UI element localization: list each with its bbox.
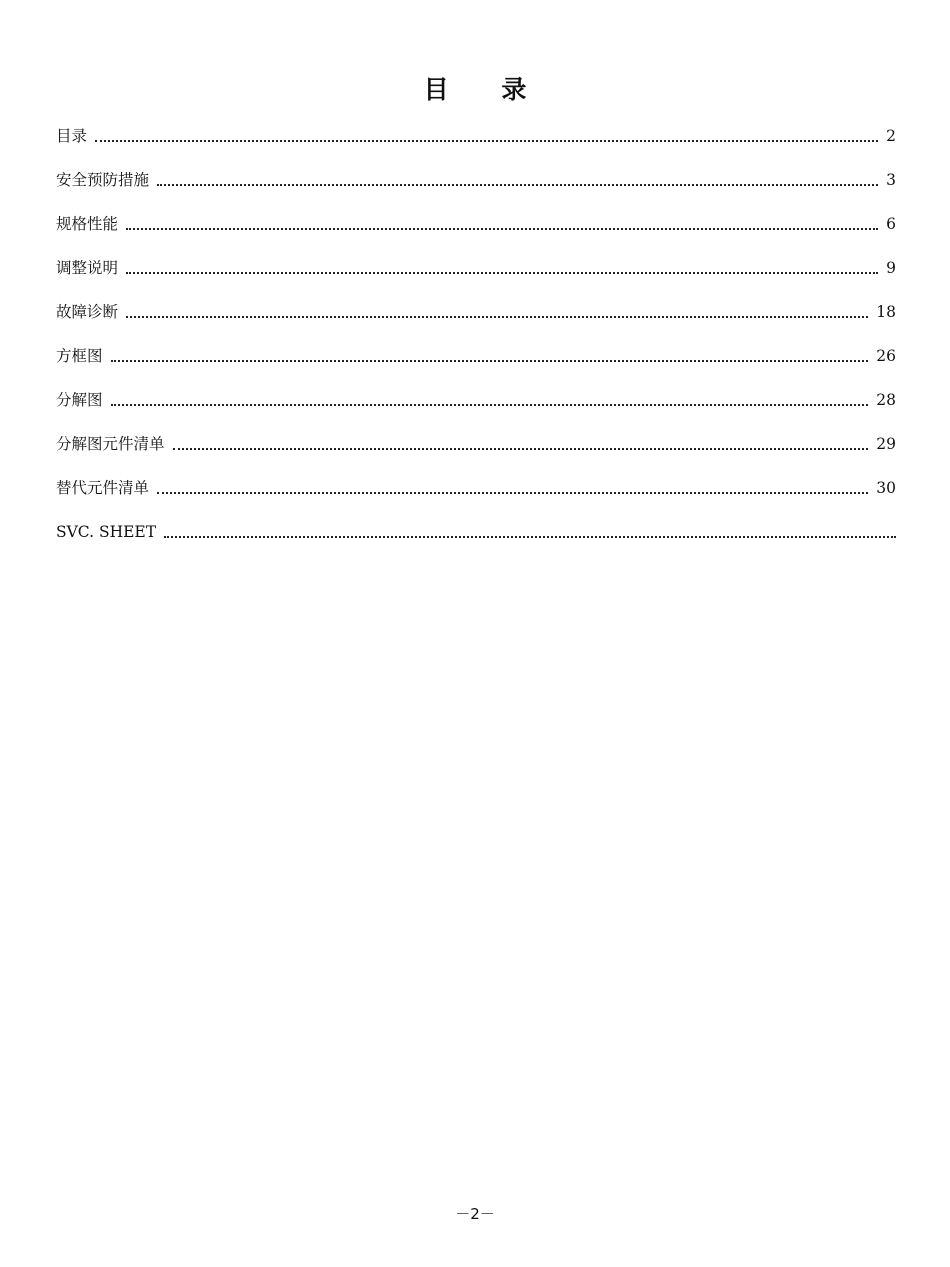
toc-entry[interactable] bbox=[56, 417, 896, 461]
footer-page-number: －2－ bbox=[455, 1205, 495, 1223]
dot-leader bbox=[173, 416, 869, 450]
toc-entry-page: 9 bbox=[886, 259, 896, 277]
dot-leader bbox=[126, 196, 878, 230]
dot-leader bbox=[157, 152, 878, 186]
toc-entry-page: 2 bbox=[886, 127, 896, 145]
toc-entry[interactable] bbox=[56, 505, 896, 549]
toc-entry[interactable] bbox=[56, 241, 896, 285]
toc-entry-page: 3 bbox=[886, 171, 896, 189]
toc-entry-page: 30 bbox=[876, 479, 896, 497]
toc-entry-label: SVC. SHEET bbox=[56, 523, 157, 541]
table-of-contents bbox=[56, 109, 896, 549]
toc-entry-label: 替代元件清单 bbox=[56, 479, 150, 497]
toc-entry-label: 分解图 bbox=[56, 391, 103, 409]
toc-entry-label: 调整说明 bbox=[56, 259, 119, 277]
toc-entry[interactable] bbox=[56, 285, 896, 329]
toc-entry-page: 28 bbox=[876, 391, 896, 409]
toc-entry-label: 故障诊断 bbox=[56, 303, 119, 321]
toc-entry-label: 规格性能 bbox=[56, 215, 119, 233]
toc-entry-page: 29 bbox=[876, 435, 896, 453]
toc-entry[interactable] bbox=[56, 197, 896, 241]
toc-entry-label: 方框图 bbox=[56, 347, 103, 365]
toc-entry[interactable] bbox=[56, 373, 896, 417]
toc-entry-page: 18 bbox=[876, 303, 896, 321]
toc-entry[interactable] bbox=[56, 461, 896, 505]
toc-entry-page: 26 bbox=[876, 347, 896, 365]
dot-leader bbox=[111, 372, 869, 406]
dot-leader bbox=[126, 240, 878, 274]
dot-leader bbox=[111, 328, 869, 362]
toc-entry[interactable] bbox=[56, 153, 896, 197]
dot-leader bbox=[95, 108, 878, 142]
dot-leader bbox=[126, 284, 868, 318]
toc-entry-label: 分解图元件清单 bbox=[56, 435, 165, 453]
toc-entry-page: 6 bbox=[886, 215, 896, 233]
toc-entry-label: 安全预防措施 bbox=[56, 171, 150, 189]
toc-entry-label: 目录 bbox=[56, 127, 88, 145]
dot-leader bbox=[157, 460, 868, 494]
toc-entry[interactable] bbox=[56, 329, 896, 373]
page-title: 目 录 bbox=[423, 75, 549, 104]
dot-leader bbox=[164, 504, 896, 538]
toc-entry[interactable] bbox=[56, 109, 896, 153]
